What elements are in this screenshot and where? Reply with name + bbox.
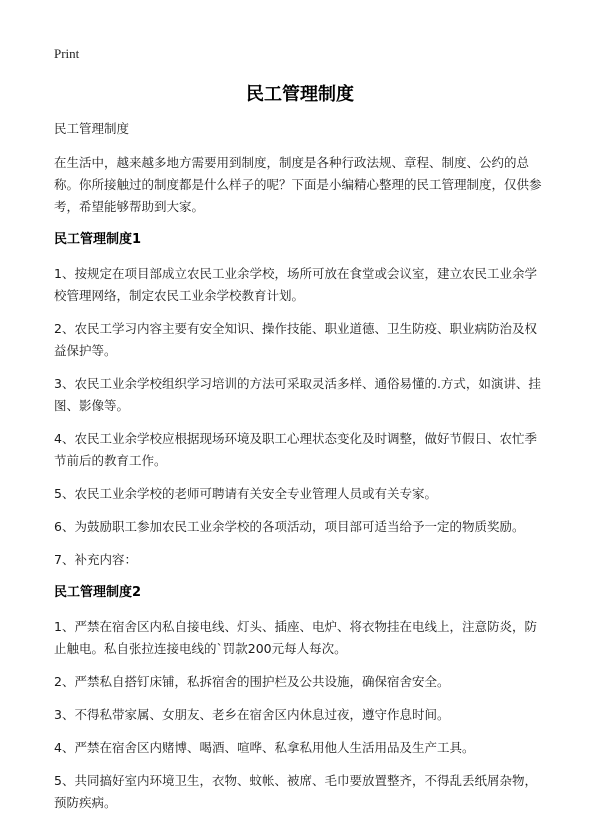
- list-item: 3、不得私带家属、女朋友、老乡在宿舍区内休息过夜，遵守作息时间。: [54, 707, 450, 722]
- list-item: 4、严禁在宿舍区内赌博、喝酒、喧哗、私拿私用他人生活用品及生产工具。: [54, 740, 475, 755]
- list-item: 1、按规定在项目部成立农民工业余学校，场所可放在食堂或会议室，建立农民工业余学校管理网络，制定农民工业余学校教育计划。: [54, 266, 537, 303]
- list-item: 5、共同搞好室内环境卫生，衣物、蚊帐、被席、毛巾要放置整齐，不得乱丢纸屑杂物，预防疾病。: [54, 773, 537, 810]
- list-item: 2、严禁私自搭钉床铺，私拆宿舍的围护栏及公共设施，确保宿舍安全。: [54, 674, 450, 689]
- list-item: 3、农民工业余学校组织学习培训的方法可采取灵活多样、通俗易懂的.方式，如演讲、挂图、影像等。: [54, 376, 541, 413]
- intro-paragraph: 在生活中，越来越多地方需要用到制度，制度是各种行政法规、章程、制度、公约的总称。你所接触过的制度都是什么样子的呢？下面是小编精心整理的民工管理制度，仅供参考，希望能够帮助到大家。: [54, 155, 542, 214]
- page-title: 民工管理制度: [246, 84, 354, 105]
- print-link[interactable]: Print: [54, 46, 80, 61]
- section-heading: 民工管理制度1: [54, 232, 142, 247]
- list-item: 2、农民工学习内容主要有安全知识、操作技能、职业道德、卫生防疫、职业病防治及权益保护等。: [54, 321, 537, 358]
- section-1: [54, 229, 549, 571]
- document-body: [54, 118, 549, 825]
- section-heading: 民工管理制度2: [54, 585, 142, 600]
- section-1-list: [54, 263, 549, 571]
- list-item: 7、补充内容：: [54, 552, 137, 567]
- section-2-list: [54, 616, 549, 814]
- section-2: [54, 582, 549, 814]
- list-item: 4、农民工业余学校应根据现场环境及职工心理状态变化及时调整，做好节假日、农忙季节前后的教育工作。: [54, 431, 537, 468]
- document-subtitle: 民工管理制度: [54, 121, 130, 136]
- list-item: 1、严禁在宿舍区内私自接电线、灯头、插座、电炉、将衣物挂在电线上，注意防炎，防止触电。私自张拉连接电线的`罚款200元每人每次。: [54, 619, 537, 656]
- list-item: 5、农民工业余学校的老师可聘请有关安全专业管理人员或有关专家。: [54, 486, 437, 501]
- list-item: 6、为鼓励职工参加农民工业余学校的各项活动，项目部可适当给予一定的物质奖励。: [54, 519, 525, 534]
